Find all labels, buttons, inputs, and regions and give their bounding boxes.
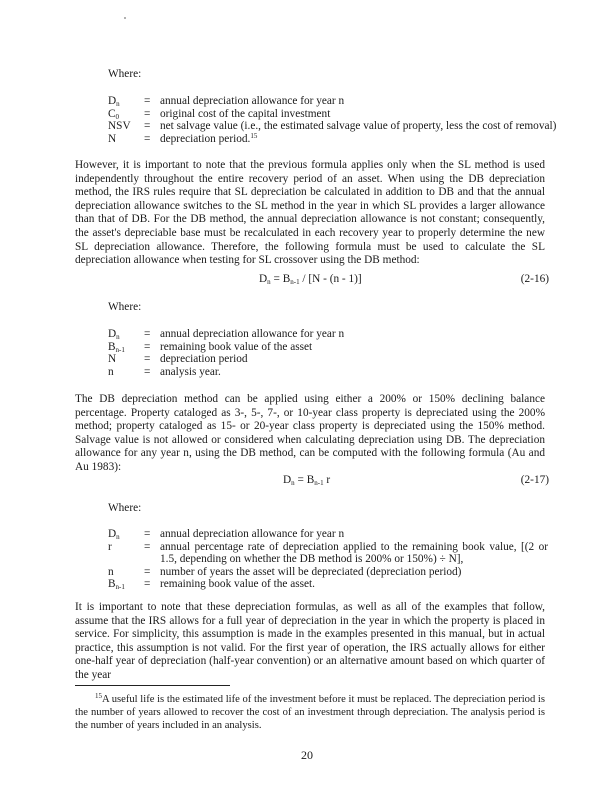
definition-text: analysis year.: [160, 365, 221, 378]
definition-text: net salvage value (i.e., the estimated salvage value of property, less the cost of removal): [160, 120, 557, 133]
equals-sign: =: [144, 540, 151, 553]
scan-speck: [124, 17, 126, 19]
definition-text: original cost of the capital investment: [160, 107, 331, 120]
symbol: n: [108, 565, 114, 578]
paragraph-1: However, it is important to note that the previous formula applies only when the SL method is used independently throughout the entire recovery period of an asset. When using the DB depreciation method, the IRS rules require that SL depreciation be calculated in addition to DB and that the annual depreciation allowance switches to the SL method in the year in which SL provides a larger allowance than that of DB. For the DB method, the annual depreciation allowance is not constant; consequently, the asset's depreciable base must be recalculated in each recovery year to properly determine the new SL depreciation allowance. Therefore, the following formula must be used to calculate the SL depreciation allowance when testing for SL crossover using the DB method:: [75, 159, 545, 267]
definition-row: [108, 578, 548, 591]
definitions-list-1: [108, 95, 556, 145]
definitions-list-3: [108, 528, 548, 591]
equals-sign: =: [144, 365, 151, 378]
symbol: $C_0$: [108, 107, 120, 121]
definition-row: [108, 566, 548, 579]
definition-text: annual depreciation allowance for year n: [160, 528, 345, 540]
where-label-2: Where:: [108, 301, 142, 313]
definition-text: annual depreciation allowance for year n: [160, 95, 345, 107]
equals-sign: =: [144, 528, 151, 540]
where-label-3: Where:: [108, 502, 142, 514]
definition-text: annual percentage rate of depreciation applied to the remaining book value, [(2 or 1.5, depending on whether the DB method is 200% or 150%) ÷ N],: [160, 540, 548, 566]
equals-sign: =: [144, 132, 151, 145]
equals-sign: =: [144, 95, 151, 107]
symbol: n: [108, 365, 114, 378]
definition-row: [108, 353, 344, 366]
definition-text: depreciation period.$^{15}$: [160, 131, 258, 145]
definition-text: depreciation period: [160, 353, 248, 366]
paragraph-3: It is important to note that these depreciation formulas, as well as all of the examples that follow, assume that the IRS allows for a full year of depreciation in the year in which the property is placed in service. For simplicity, this assumption is made in the examples presented in this manual, but in actual practice, this assumption is not valid. For the first year of operation, the IRS actually allows for either one-half year of depreciation (half-year convention) or an alternative amount based on which quarter of the year: [75, 601, 545, 681]
symbol: r: [108, 540, 112, 553]
definition-row: [108, 341, 344, 354]
footnote-mark: 15: [95, 692, 102, 700]
symbol: $B_{n-1}$: [108, 340, 125, 354]
equals-sign: =: [144, 353, 151, 366]
symbol: NSV: [108, 120, 131, 133]
definition-row: [108, 328, 344, 341]
definition-row: [108, 366, 344, 379]
equation-2-16: $D_n = B_{n-1} / [N - (n - 1)]$: [259, 273, 362, 286]
equation-2-17: $D_n = B_{n-1}$ r: [283, 474, 331, 487]
equation-number: (2-16): [520, 273, 549, 285]
definition-text: number of years the asset will be depreciated (depreciation period): [160, 565, 462, 578]
definition-row: [108, 95, 556, 108]
definition-row: [108, 541, 548, 566]
definition-row: [108, 133, 556, 146]
footnote-reference[interactable]: 15: [250, 131, 258, 140]
equals-sign: =: [144, 328, 151, 340]
definitions-list-2: [108, 328, 344, 378]
definition-text: remaining book value of the asset.: [160, 578, 315, 591]
definition-row: [108, 120, 556, 133]
symbol: $D_n$: [108, 95, 120, 108]
symbol: $D_n$: [108, 328, 120, 341]
equals-sign: =: [144, 578, 151, 591]
equals-sign: =: [144, 340, 151, 353]
symbol: N: [108, 132, 117, 145]
paragraph-2: The DB depreciation method can be applied using either a 200% or 150% declining balance percentage. Property cataloged as 3-, 5-, 7-, or 10-year class property is depreciated using the 200% method; property cataloged as 15- or 20-year class property is depreciated using the 150% method. Salvage value is not allowed or considered when calculating depreciation using DB. The depreciation allowance for any year n, using the DB method, can be computed with the following formula (Au and Au 1983):: [75, 393, 545, 473]
footnote-separator: [75, 685, 230, 686]
symbol: N: [108, 353, 117, 366]
symbol: $B_{n-1}$: [108, 578, 125, 592]
page-number: 20: [301, 748, 313, 762]
definition-text: annual depreciation allowance for year n: [160, 328, 345, 340]
equals-sign: =: [144, 565, 151, 578]
definition-row: [108, 528, 548, 541]
equals-sign: =: [144, 120, 151, 133]
symbol: $D_n$: [108, 528, 120, 541]
footnote-15: $^{15}$A useful life is the estimated life of the investment before it must be replaced. The depreciation period is the number of years allowed to recover the cost of an investment through depreciation. The analysis period is the number of years included in an analysis.: [75, 692, 545, 731]
equals-sign: =: [144, 107, 151, 120]
equation-number: (2-17): [520, 474, 549, 486]
where-label-1: Where:: [108, 68, 142, 80]
definition-row: [108, 108, 556, 121]
definition-text: remaining book value of the asset: [160, 340, 313, 353]
